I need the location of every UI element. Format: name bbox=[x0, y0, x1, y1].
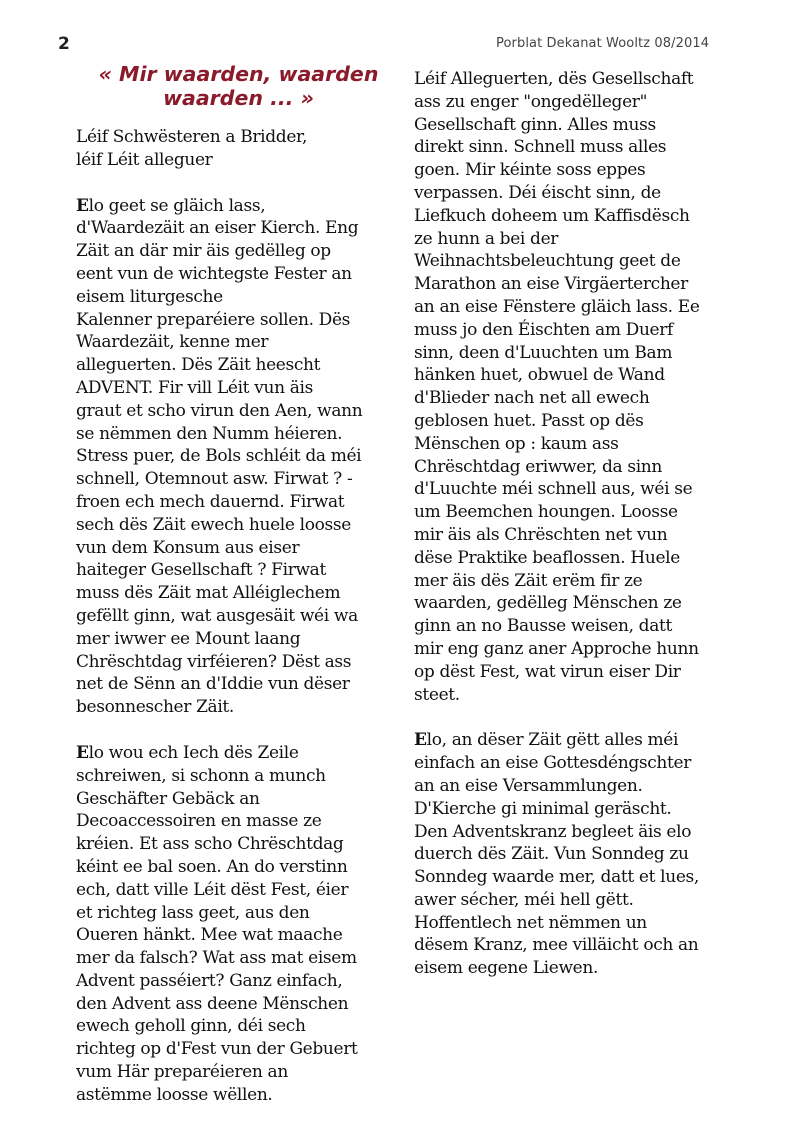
title-line: « Mir waarden, waarden bbox=[98, 62, 379, 86]
line-text: Advent passéiert? Ganz einfach, bbox=[76, 970, 343, 991]
line-text: net de Sënn an d'Iddie vun dëser bbox=[76, 674, 350, 695]
line-text: mer iwwer ee Mount laang bbox=[76, 628, 301, 649]
line-text: kréien. Et ass scho Chrëschtdag bbox=[76, 834, 344, 855]
text-line bbox=[414, 934, 759, 957]
text-line bbox=[414, 319, 759, 342]
text-line bbox=[414, 456, 759, 479]
line-text: eisem eegene Liewen. bbox=[414, 958, 599, 979]
line-text: lo geet se gläich lass, bbox=[88, 195, 266, 216]
text-line bbox=[414, 182, 759, 205]
text-line bbox=[414, 364, 759, 387]
text-line bbox=[76, 126, 401, 149]
text-line bbox=[414, 433, 759, 456]
text-line bbox=[414, 68, 759, 91]
line-text: alleguerten. Dës Zäit heescht bbox=[76, 355, 321, 376]
line-text: d'Blieder nach net all ewech bbox=[414, 388, 650, 409]
initial-letter: E bbox=[76, 195, 89, 216]
line-text: Gesellschaft ginn. Alles muss bbox=[414, 114, 656, 135]
text-line bbox=[414, 889, 759, 912]
line-text: Sonndeg waarde mer, datt et lues, bbox=[414, 867, 699, 888]
line-text: Decoaccessoiren en masse ze bbox=[76, 811, 322, 832]
line-text: waarden, gedëlleg Mënschen ze bbox=[414, 593, 682, 614]
left-column bbox=[76, 62, 401, 1130]
line-text: lo, an dëser Zäit gëtt alles méi bbox=[426, 730, 679, 751]
text-line bbox=[76, 377, 401, 400]
line-text: gefëllt ginn, wat ausgesäit wéi wa bbox=[76, 605, 358, 626]
text-line bbox=[76, 947, 401, 970]
text-line bbox=[414, 729, 759, 752]
text-line bbox=[76, 673, 401, 696]
text-line bbox=[76, 879, 401, 902]
article-title bbox=[76, 62, 401, 110]
paragraph bbox=[414, 729, 759, 980]
text-line bbox=[76, 1061, 401, 1084]
title-line: waarden ... » bbox=[163, 86, 314, 110]
line-text: op dëst Fest, wat virun eiser Dir bbox=[414, 661, 681, 682]
line-text: ADVENT. Fir vill Léit vun äis bbox=[76, 377, 313, 398]
text-line bbox=[76, 1038, 401, 1061]
line-text: vun dem Konsum aus eiser bbox=[76, 537, 300, 558]
paragraph bbox=[76, 126, 401, 172]
text-line bbox=[76, 970, 401, 993]
publication-header: Porblat Dekanat Wooltz 08/2014 bbox=[496, 36, 710, 51]
line-text: Liefkuch doheem um Kaffisdësch bbox=[414, 205, 690, 226]
text-line bbox=[76, 902, 401, 925]
page-number: 2 bbox=[58, 34, 70, 54]
text-line bbox=[76, 331, 401, 354]
text-line bbox=[414, 843, 759, 866]
text-line bbox=[76, 856, 401, 879]
line-text: goen. Mir kéinte soss eppes bbox=[414, 160, 646, 181]
text-line bbox=[414, 957, 759, 980]
text-line bbox=[76, 993, 401, 1016]
text-line bbox=[76, 742, 401, 765]
text-line bbox=[414, 296, 759, 319]
line-text: muss jo den Éischten am Duerf bbox=[414, 319, 673, 340]
line-text: geblosen huet. Passt op dës bbox=[414, 410, 644, 431]
text-line bbox=[414, 387, 759, 410]
line-text: froen ech mech dauernd. Firwat bbox=[76, 491, 345, 512]
line-text: Den Adventskranz begleet äis elo bbox=[414, 821, 692, 842]
text-line bbox=[76, 810, 401, 833]
text-line bbox=[76, 628, 401, 651]
text-line bbox=[76, 765, 401, 788]
text-line bbox=[76, 354, 401, 377]
text-line bbox=[414, 159, 759, 182]
line-text: schreiwen, si schonn a munch bbox=[76, 765, 326, 786]
line-text: den Advent ass deene Mënschen bbox=[76, 993, 349, 1014]
line-text: besonnescher Zäit. bbox=[76, 697, 234, 718]
line-text: an an eise Fënstere gläich lass. Ee bbox=[414, 296, 700, 317]
text-line bbox=[76, 924, 401, 947]
text-line bbox=[414, 684, 759, 707]
text-line bbox=[414, 912, 759, 935]
line-text: Hoffentlech net nëmmen un bbox=[414, 912, 647, 933]
line-text: D'Kierche gi minimal geräscht. bbox=[414, 798, 672, 819]
text-line bbox=[414, 342, 759, 365]
line-text: Léif Schwësteren a Bridder, bbox=[76, 127, 307, 147]
line-text: eisem liturgesche bbox=[76, 286, 223, 307]
text-line bbox=[414, 114, 759, 137]
text-line bbox=[76, 514, 401, 537]
line-text: et richteg lass geet, aus den bbox=[76, 902, 310, 923]
line-text: Waardezäit, kenne mer bbox=[76, 332, 269, 353]
line-text: sech dës Zäit ewech huele loosse bbox=[76, 514, 351, 535]
line-text: Léif Alleguerten, dës Gesellschaft bbox=[414, 69, 694, 89]
line-text: d'Waardezäit an eiser Kierch. Eng bbox=[76, 218, 359, 239]
text-line bbox=[414, 615, 759, 638]
text-line bbox=[76, 195, 401, 218]
text-line bbox=[76, 309, 401, 332]
text-line bbox=[76, 833, 401, 856]
text-line bbox=[76, 788, 401, 811]
text-line bbox=[76, 149, 401, 172]
text-line bbox=[414, 661, 759, 684]
text-line bbox=[414, 798, 759, 821]
right-column bbox=[414, 68, 759, 1003]
line-text: ewech geholl ginn, déi sech bbox=[76, 1016, 306, 1037]
text-line bbox=[414, 273, 759, 296]
text-line bbox=[414, 752, 759, 775]
text-line bbox=[76, 240, 401, 263]
line-text: um Beemchen houngen. Loosse bbox=[414, 502, 678, 523]
text-line bbox=[76, 559, 401, 582]
text-line bbox=[76, 400, 401, 423]
line-text: graut et scho virun den Aen, wann bbox=[76, 400, 363, 421]
text-line bbox=[414, 501, 759, 524]
paragraph bbox=[76, 195, 401, 719]
line-text: Oueren hänkt. Mee wat maache bbox=[76, 925, 343, 946]
line-text: mir eng ganz aner Approche hunn bbox=[414, 638, 699, 659]
line-text: schnell, Otemnout asw. Firwat ? - bbox=[76, 469, 353, 490]
line-text: vum Här preparéieren an bbox=[76, 1062, 288, 1083]
line-text: richteg op d'Fest vun der Gebuert bbox=[76, 1039, 358, 1060]
text-line bbox=[414, 228, 759, 251]
line-text: Marathon an eise Virgäertercher bbox=[414, 274, 688, 295]
text-line bbox=[76, 217, 401, 240]
text-line bbox=[414, 638, 759, 661]
line-text: ech, datt ville Léit dëst Fest, éier bbox=[76, 879, 349, 900]
line-text: léif Léit alleguer bbox=[76, 149, 213, 170]
text-line bbox=[414, 478, 759, 501]
line-text: ass zu enger "ongedëlleger" bbox=[414, 91, 648, 112]
text-line bbox=[414, 592, 759, 615]
text-line bbox=[414, 250, 759, 273]
text-line bbox=[76, 286, 401, 309]
line-text: Kalenner preparéiere sollen. Dës bbox=[76, 309, 351, 330]
line-text: direkt sinn. Schnell muss alles bbox=[414, 137, 667, 158]
text-line bbox=[414, 91, 759, 114]
line-text: se nëmmen den Numm héieren. bbox=[76, 423, 343, 444]
text-line bbox=[414, 821, 759, 844]
line-text: Chrëschtdag eriwwer, da sinn bbox=[414, 456, 663, 477]
text-line bbox=[76, 1015, 401, 1038]
paragraph bbox=[414, 68, 759, 706]
line-text: kéint ee bal soen. An do verstinn bbox=[76, 856, 348, 877]
line-text: muss dës Zäit mat Alléiglechem bbox=[76, 583, 341, 604]
line-text: Zäit an där mir äis gedëlleg op bbox=[76, 241, 331, 262]
line-text: ginn an no Bausse weisen, datt bbox=[414, 616, 672, 637]
text-line bbox=[76, 1084, 401, 1107]
line-text: dëse Praktike beaflossen. Huele bbox=[414, 547, 680, 568]
line-text: mir äis als Chrëschten net vun bbox=[414, 524, 668, 545]
line-text: eent vun de wichtegste Fester an bbox=[76, 263, 352, 284]
text-line bbox=[76, 445, 401, 468]
text-line bbox=[76, 423, 401, 446]
line-text: mer äis dës Zäit erëm fir ze bbox=[414, 570, 643, 591]
line-text: Mënschen op : kaum ass bbox=[414, 433, 619, 454]
text-line bbox=[414, 775, 759, 798]
line-text: lo wou ech Iech dës Zeile bbox=[88, 742, 299, 763]
line-text: astëmme loosse wëllen. bbox=[76, 1084, 273, 1105]
text-line bbox=[414, 205, 759, 228]
text-line bbox=[414, 866, 759, 889]
line-text: d'Luuchte méi schnell aus, wéi se bbox=[414, 479, 693, 500]
line-text: verpassen. Déi éischt sinn, de bbox=[414, 182, 661, 203]
text-line bbox=[76, 696, 401, 719]
line-text: duerch dës Zäit. Vun Sonndeg zu bbox=[414, 844, 689, 865]
text-line bbox=[76, 468, 401, 491]
text-line bbox=[76, 651, 401, 674]
text-line bbox=[76, 537, 401, 560]
text-line bbox=[414, 410, 759, 433]
initial-letter: E bbox=[76, 742, 89, 763]
line-text: ze hunn a bei der bbox=[414, 228, 559, 249]
text-line bbox=[414, 570, 759, 593]
line-text: Weihnachtsbeleuchtung geet de bbox=[414, 251, 681, 272]
line-text: Chrëschtdag virféieren? Dëst ass bbox=[76, 651, 352, 672]
text-line bbox=[76, 491, 401, 514]
line-text: Geschäfter Gebäck an bbox=[76, 788, 260, 809]
line-text: an an eise Versammlungen. bbox=[414, 775, 643, 796]
line-text: mer da falsch? Wat ass mat eisem bbox=[76, 948, 357, 969]
text-line bbox=[414, 524, 759, 547]
paragraph bbox=[76, 742, 401, 1107]
line-text: Stress puer, de Bols schléit da méi bbox=[76, 446, 362, 467]
line-text: awer sécher, méi hell gëtt. bbox=[414, 889, 634, 910]
line-text: dësem Kranz, mee villäicht och an bbox=[414, 935, 699, 956]
text-line bbox=[414, 136, 759, 159]
text-line bbox=[76, 605, 401, 628]
line-text: steet. bbox=[414, 684, 460, 705]
text-line bbox=[414, 547, 759, 570]
line-text: hänken huet, obwuel de Wand bbox=[414, 365, 665, 386]
text-line bbox=[76, 263, 401, 286]
initial-letter: E bbox=[414, 730, 427, 751]
line-text: einfach an eise Gottesdéngschter bbox=[414, 753, 691, 774]
text-line bbox=[76, 582, 401, 605]
line-text: sinn, deen d'Luuchten um Bam bbox=[414, 342, 673, 363]
line-text: haiteger Gesellschaft ? Firwat bbox=[76, 560, 326, 581]
